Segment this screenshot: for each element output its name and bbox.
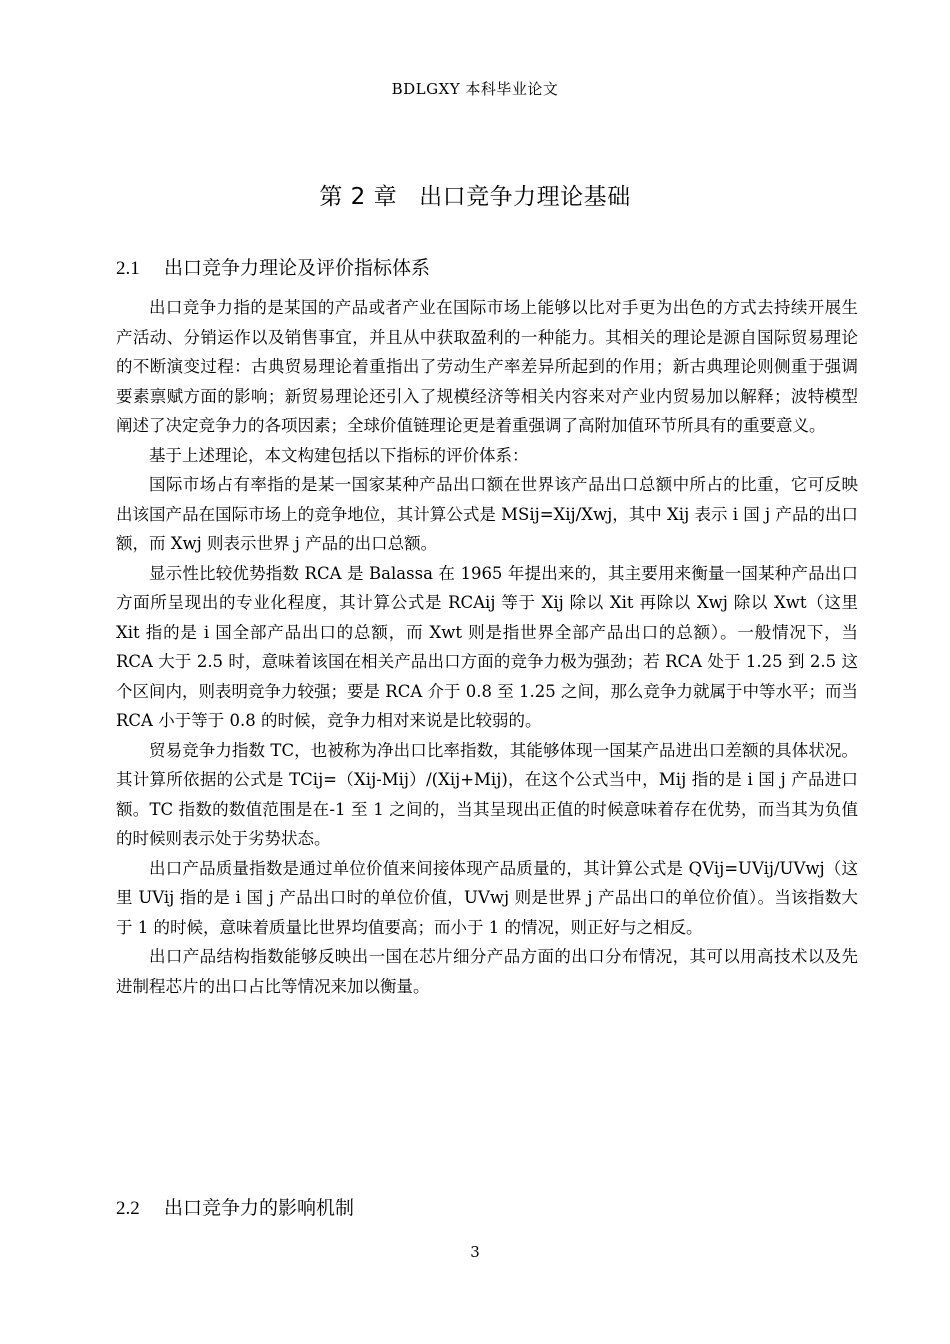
paragraph-quality-index: 出口产品质量指数是通过单位价值来间接体现产品质量的，其计算公式是 QVij=UVij/UVwj（这里 UVij 指的是 i 国 j 产品出口时的单位价值，UVwj 则是世界 j 产品出口的单位价值）。当该指数大于 1 的时候，意味着质量比世界均值要高；而小于 1 的情况，则正好与之相反。 (116, 858, 858, 937)
chapter-title (0, 178, 950, 211)
paragraph-market-share: 国际市场占有率指的是某一国家某种产品出口额在世界该产品出口总额中所占的比重，它可反映出该国产品在国际市场上的竞争地位，其计算公式是 MSij=Xij/Xwj，其中 Xij 表示 i 国 j 产品的出口额，而 Xwj 则表示世界 j 产品的出口总额。 (116, 475, 858, 553)
section-heading-2-2 (116, 1193, 354, 1220)
page-number: 3 (470, 1243, 480, 1261)
paragraph-tc: 贸易竞争力指数 TC，也被称为净出口比率指数，其能够体现一国某产品进出口差额的具体状况。其计算所依据的公式是 TCij=（Xij-Mij）/(Xij+Mij)，在这个公式当中，Mij 指的是 i 国 j 产品进口额。TC 指数的数值范围是在-1 至 1 之间的，当其呈现出正值的时候意味着存在优势，而当其为负值的时候则表示处于劣势状态。 (116, 740, 858, 848)
paragraph-intro: 出口竞争力指的是某国的产品或者产业在国际市场上能够以比对手更为出色的方式去持续开展生产活动、分销运作以及销售事宜，并且从中获取盈利的一种能力。其相关的理论是源自国际贸易理论的不断演变过程：古典贸易理论着重指出了劳动生产率差异所起到的作用；新古典理论则侧重于强调要素禀赋方面的影响；新贸易理论还引入了规模经济等相关内容来对产业内贸易加以解释；波特模型阐述了决定竞争力的各项因素；全球价值链理论更是着重强调了高附加值环节所具有的重要意义。 (116, 298, 858, 435)
section-title: 出口竞争力的影响机制 (164, 1197, 355, 1219)
chapter-title-text: 出口竞争力理论基础 (419, 184, 631, 210)
section-heading-2-1 (116, 253, 430, 280)
running-header: BDLGXY 本科毕业论文 (391, 80, 559, 98)
section-number: 2.1 (116, 258, 140, 279)
paragraph-rca: 显示性比较优势指数 RCA 是 Balassa 在 1965 年提出来的，其主要用来衡量一国某种产品出口方面所呈现出的专业化程度，其计算公式是 RCAij 等于 Xij 除以 Xit 再除以 Xwj 除以 Xwt（这里 Xit 指的是 i 国全部产品出口的总额，而 Xwt 则是指世界全部产品出口的总额）。一般情况下，当 RCA 大于 2.5 时，意味着该国在相关产品出口方面的竞争力极为强劲；若 RCA 处于 1.25 到 2.5 这个区间内，则表明竞争力较强；要是 RCA 介于 0.8 至 1.25 之间，那么竞争力就属于中等水平；而当 RCA 小于等于 0.8 的时候，竞争力相对来说是比较弱的。 (116, 563, 858, 730)
section-number: 2.2 (116, 1198, 140, 1219)
chapter-number: 第 2 章 (319, 184, 398, 210)
section-title: 出口竞争力理论及评价指标体系 (164, 257, 431, 279)
section-body (116, 293, 858, 1001)
paragraph-index-system: 基于上述理论，本文构建包括以下指标的评价体系： (149, 445, 529, 465)
paragraph-structure-index: 出口产品结构指数能够反映出一国在芯片细分产品方面的出口分布情况，其可以用高技术以及先进制程芯片的出口占比等情况来加以衡量。 (116, 947, 858, 996)
